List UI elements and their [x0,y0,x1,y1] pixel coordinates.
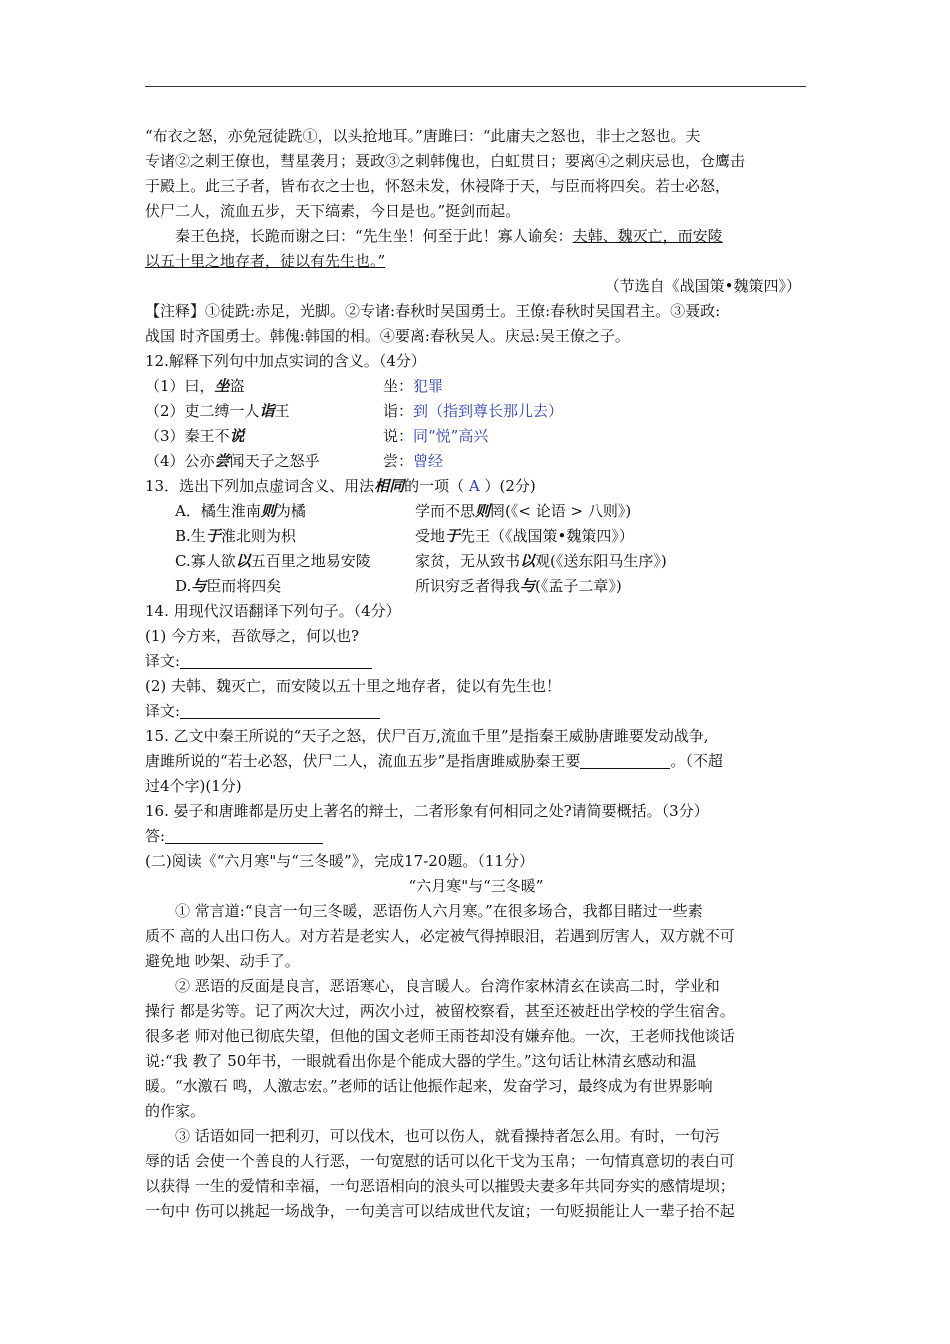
article-line: 说:“我 教了 50年书，一眼就看出你是个能成大器的学生。”这句话让林清玄感动和温 [145,1052,697,1070]
answer-text: 犯罪 [413,374,443,399]
article-line: ② 恶语的反面是良言，恶语寒心，良言暖人。台湾作家林清玄在读高二时，学业和 [175,977,720,995]
q12-item: （3）秦王不说 说：同“悦”高兴 [145,424,807,449]
article-line: 辱的话 会使一个善良的人行恶，一句宽慰的话可以化干戈为玉帛；一句情真意切的表白可 [145,1152,735,1170]
article-line: ③ 话语如同一把利刃，可以伐木，也可以伤人，就看操持者怎么用。有时，一句污 [175,1127,720,1145]
passage-line: 秦王色挠，长跪而谢之曰：“先生坐！何至于此！寡人谕矣：夫韩、魏灭亡，而安陵 [175,227,723,245]
passage-line [145,249,807,274]
answer-text: 曾经 [413,449,443,474]
q16-answer: 答: [145,824,807,849]
q14-translation: 译文: [145,699,807,724]
question-15-stem: 过4个字)(1分) [145,777,242,795]
q13-option: D.与臣而将四矣 所识穷乏者得我与(《孟子二章》) [175,577,622,595]
q12-item: （2）吏二缚一人诣王 诣：到（指到尊长那儿去） [145,399,807,424]
document-page [145,124,807,1224]
question-14-stem: 14. 用现代汉语翻译下列句子。（4分） [145,602,401,620]
answer-blank[interactable] [165,827,323,844]
passage-line: 于殿上。此三子者，皆布衣之士也，怀怒未发，休祲降于天，与臣而将四矣。若士必怒， [145,177,731,195]
article-line: 质不 高的人出口伤人。对方若是老实人，必定被气得掉眼泪，若遇到厉害人，双方就不可 [145,927,735,945]
answer-blank[interactable] [180,652,372,669]
article-line: ① 常言道:“良言一句三冬暖，恶语伤人六月寒。”在很多场合，我都目睹过一些素 [175,902,703,920]
answer-blank[interactable] [180,702,380,719]
article-line: 避免地 吵架、动手了。 [145,952,300,970]
article-line: 很多老 师对他已彻底失望，但他的国文老师王雨苍却没有嫌弃他。一次，王老师找他谈话 [145,1027,735,1045]
article-line: 一句中 伤可以挑起一场战争，一句美言可以结成世代友谊；一句贬损能让人一辈子抬不起 [145,1202,735,1220]
article-line: 操行 都是劣等。记了两次大过，两次小过，被留校察看，甚至还被赶出学校的学生宿舍。 [145,1002,735,1020]
article-line: 的作家。 [145,1102,206,1120]
question-15-stem: 15. 乙文中秦王所说的“天子之怒，伏尸百万,流血千里”是指秦王威胁唐雎要发动战争, [145,727,709,745]
answer-text: A [468,477,485,495]
article-line: 暖。“水激石 鸣，人激志宏。”老师的话让他振作起来，发奋学习，最终成为有世界影响 [145,1077,713,1095]
article-title: “六月寒"与“三冬暖” [408,877,544,895]
answer-blank[interactable] [580,752,670,769]
q14-translation: 译文: [145,649,807,674]
answer-text: 同“悦”高兴 [413,424,488,449]
q12-item: （1）曰，坐盗 坐：犯罪 [145,374,807,399]
note-line: 【注释】①徒跣:赤足，光脚。②专诸:春秋时吴国勇士。王僚:春秋时吴国君主。③聂政: [145,302,721,320]
passage-line: 专诸②之刺王僚也，彗星袭月；聂政③之刺韩傀也，白虹贯日；要离④之刺庆忌也，仓鹰击 [145,152,746,170]
section-intro: (二)阅读《“六月寒"与“三冬暖”》，完成17-20题。（11分） [145,852,534,870]
note-line: 战国 时齐国勇士。韩傀:韩国的相。④要离:春秋吴人。庆忌:吴王僚之子。 [145,327,630,345]
source-citation: （节选自《战国策•魏策四》） [604,277,801,295]
article-line: 以获得 一生的爱情和幸福，一句恶语相向的浪头可以摧毁夫妻多年共同夯实的感情堤坝； [145,1177,735,1195]
q14-sentence: (2) 夫韩、魏灭亡，而安陵以五十里之地存者，徒以有先生也！ [145,677,562,695]
underlined-sentence: 夫韩、魏灭亡，而安陵 [572,227,723,245]
question-13-stem: 13．选出下列加点虚词含义、用法相同的一项（ A ）(2分) [145,477,536,495]
passage-line: “布衣之怒，亦免冠徒跣①，以头抢地耳。”唐雎曰：“此庸夫之怒也，非士之怒也。夫 [145,127,701,145]
underlined-sentence: 以五十里之地存者，徒以有先生也。” [145,252,386,270]
passage-line: 伏尸二人，流血五步，天下缟素，今日是也。”挺剑而起。 [145,202,521,220]
q14-sentence: (1) 今方来，吾欲辱之，何以也? [145,627,360,645]
question-16-stem: 16. 晏子和唐雎都是历史上著名的辩士，二者形象有何相同之处?请简要概括。（3分） [145,802,709,820]
q13-option: A．橘生淮南则为橘 学而不思则罔(《< 论语 > 八则》) [175,502,632,520]
header-rule [145,86,806,87]
answer-text: 到（指到尊长那儿去） [413,399,563,424]
q12-item: （4）公亦尝闻天子之怒乎 尝：曾经 [145,449,807,474]
question-12-stem: 12.解释下列句中加点实词的含义。（4分） [145,352,426,370]
q13-option: B.生于淮北则为枳 受地于先王（《战国策•魏策四》） [175,527,634,545]
question-15-stem: 唐雎所说的“若士必怒，伏尸二人，流血五步”是指唐雎威胁秦王要 。（不超 [145,752,723,770]
q13-option: C.寡人欲以五百里之地易安陵 家贫，无从致书以观(《送东阳马生序》) [175,552,667,570]
